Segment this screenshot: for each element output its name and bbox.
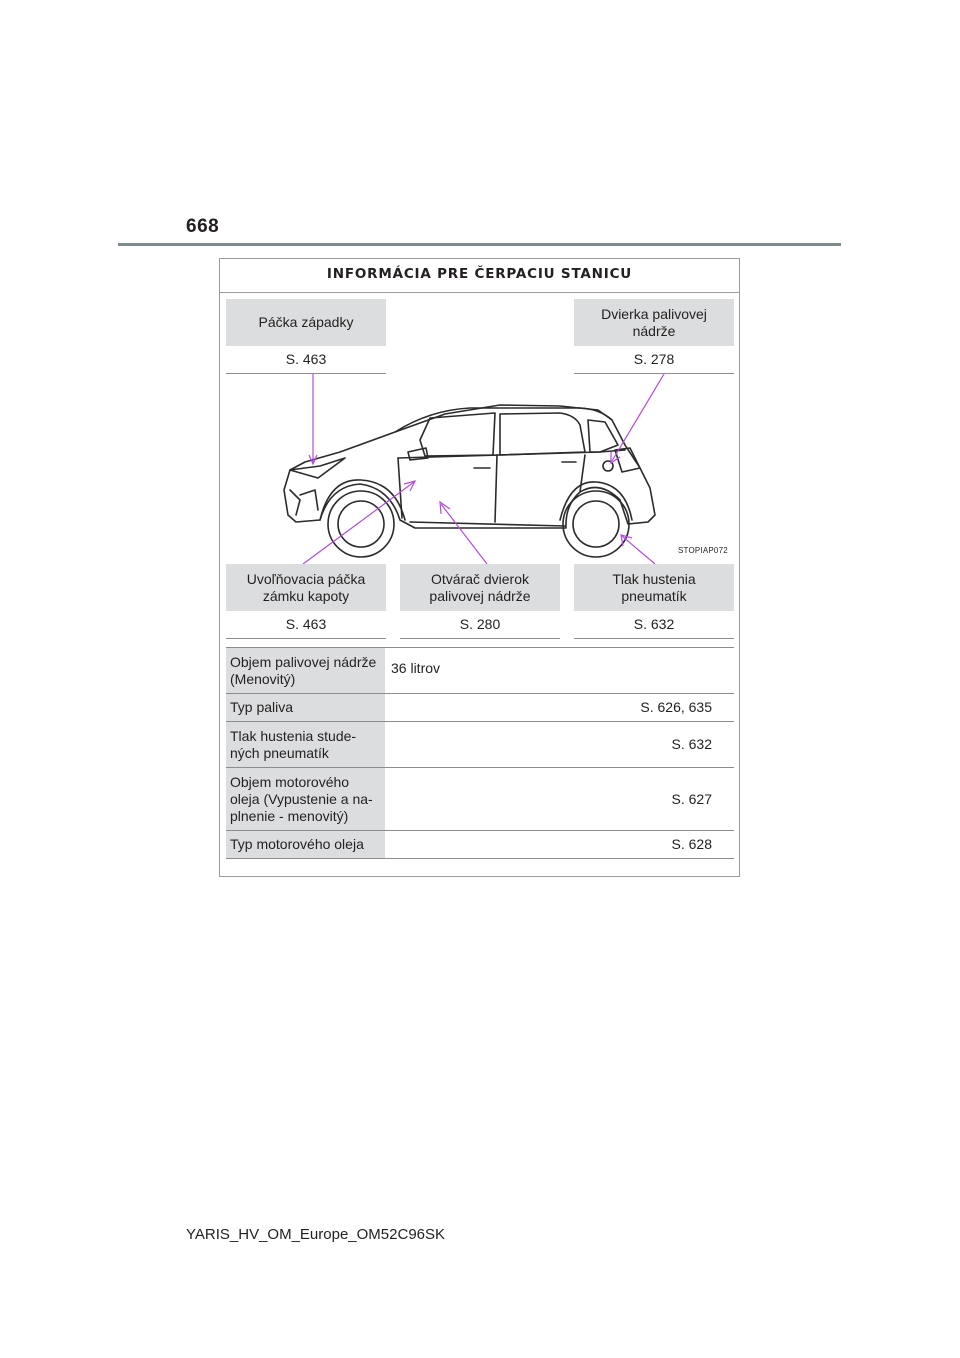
callout-ref-fuel-door: S. 278 (574, 346, 734, 374)
callout-label-fuel-opener: Otvárač dvierok palivovej nádrže (400, 564, 560, 611)
spec-value: S. 632 (385, 722, 734, 768)
spec-value: S. 626, 635 (385, 694, 734, 722)
table-row (226, 694, 734, 722)
spec-label: Typ motorového oleja (226, 831, 385, 859)
callout-label-hood-release: Uvoľňovacia páčka zámku kapoty (226, 564, 386, 611)
callout-label-fuel-door: Dvierka palivovej nádrže (574, 299, 734, 346)
spec-table (226, 647, 734, 859)
callout-label-hood-latch: Páčka západky (226, 299, 386, 346)
spec-value: S. 627 (385, 768, 734, 831)
callout-ref-hood-latch: S. 463 (226, 346, 386, 374)
spec-label: Objem motorového oleja (Vypustenie a na-plnenie - menovitý) (226, 768, 385, 831)
figure-code: STOPIAP072 (678, 546, 728, 555)
spec-label: Typ paliva (226, 694, 385, 722)
page-number: 668 (186, 216, 220, 237)
panel-title: INFORMÁCIA PRE ČERPACIU STANICU (220, 259, 739, 293)
callout-ref-tire-pressure: S. 632 (574, 611, 734, 639)
table-row (226, 831, 734, 859)
spec-value: S. 628 (385, 831, 734, 859)
callout-label-tire-pressure: Tlak hustenia pneumatík (574, 564, 734, 611)
table-row (226, 722, 734, 768)
spec-label: Tlak hustenia stude-ných pneumatík (226, 722, 385, 768)
spec-value: 36 litrov (385, 648, 734, 694)
table-row (226, 648, 734, 694)
table-row (226, 768, 734, 831)
callout-ref-hood-release: S. 463 (226, 611, 386, 639)
footer-code: YARIS_HV_OM_Europe_OM52C96SK (186, 1226, 446, 1243)
callout-ref-fuel-opener: S. 280 (400, 611, 560, 639)
spec-label: Objem palivovej nádrže (Menovitý) (226, 648, 385, 694)
